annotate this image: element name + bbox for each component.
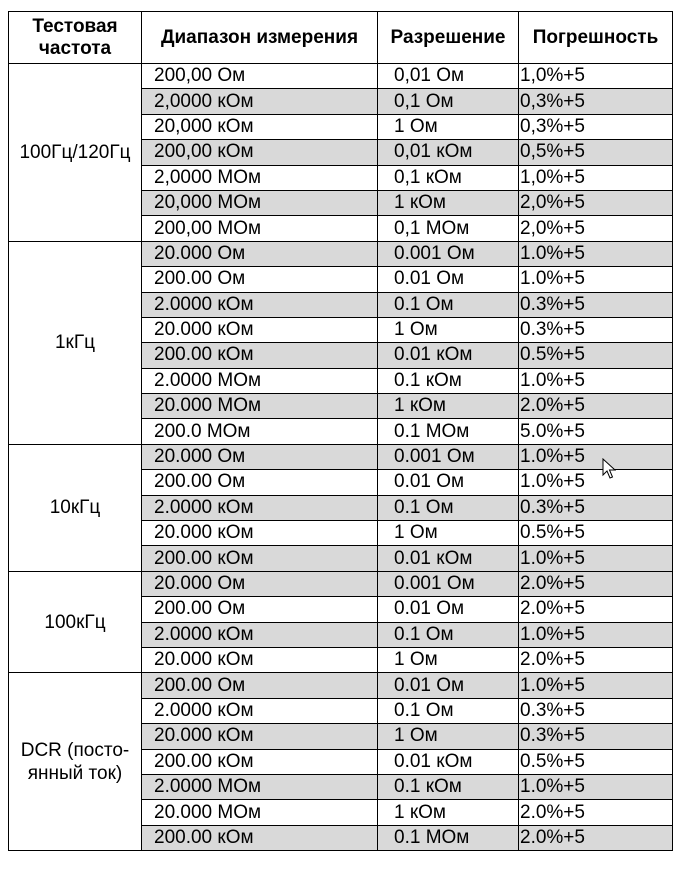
measurement-range-cell: 200.0 МОм xyxy=(142,419,378,444)
measurement-range-cell: 20,000 МОм xyxy=(142,190,378,215)
accuracy-cell: 0.3%+5 xyxy=(519,317,673,342)
test-frequency-label: 1кГц xyxy=(54,332,96,354)
header-test-frequency-line1: Тестовая xyxy=(32,15,118,37)
accuracy-cell: 1.0%+5 xyxy=(519,546,673,571)
resolution-cell: 0.1 МОм xyxy=(378,825,519,850)
accuracy-cell: 2.0%+5 xyxy=(519,597,673,622)
measurement-range-cell: 2.0000 кОм xyxy=(142,495,378,520)
resolution-cell: 1 кОм xyxy=(378,800,519,825)
resolution-cell: 1 Ом xyxy=(378,521,519,546)
measurement-range-cell: 2.0000 кОм xyxy=(142,698,378,723)
resolution-cell: 0,1 Ом xyxy=(378,89,519,114)
measurement-range-cell: 20.000 кОм xyxy=(142,724,378,749)
test-frequency-label: 100Гц/120Гц xyxy=(19,141,131,163)
accuracy-cell: 0.5%+5 xyxy=(519,343,673,368)
accuracy-cell: 0.5%+5 xyxy=(519,749,673,774)
accuracy-cell: 2,0%+5 xyxy=(519,190,673,215)
test-frequency-label: 10кГц xyxy=(49,497,101,519)
table-row xyxy=(9,444,673,469)
measurement-range-cell: 200.00 Ом xyxy=(142,597,378,622)
accuracy-cell: 1,0%+5 xyxy=(519,165,673,190)
resolution-cell: 0.1 Ом xyxy=(378,292,519,317)
table-row xyxy=(9,571,673,596)
accuracy-cell: 1.0%+5 xyxy=(519,368,673,393)
test-frequency-line: DCR (посто- xyxy=(20,739,130,761)
resolution-cell: 0.1 МОм xyxy=(378,419,519,444)
test-frequency-cell xyxy=(9,673,142,851)
resolution-cell: 0,1 МОм xyxy=(378,216,519,241)
resolution-cell: 0.001 Ом xyxy=(378,241,519,266)
resolution-cell: 0.01 кОм xyxy=(378,343,519,368)
measurement-range-cell: 20.000 Ом xyxy=(142,571,378,596)
accuracy-cell: 1.0%+5 xyxy=(519,622,673,647)
measurement-range-cell: 2.0000 кОм xyxy=(142,292,378,317)
measurement-range-cell: 20,000 кОм xyxy=(142,114,378,139)
accuracy-cell: 1.0%+5 xyxy=(519,241,673,266)
test-frequency-line: янный ток) xyxy=(27,762,123,784)
accuracy-cell: 0,3%+5 xyxy=(519,114,673,139)
accuracy-cell: 1.0%+5 xyxy=(519,267,673,292)
test-frequency-cell xyxy=(9,571,142,673)
test-frequency-cell xyxy=(9,241,142,444)
measurement-range-cell: 200.00 Ом xyxy=(142,470,378,495)
accuracy-cell: 0.3%+5 xyxy=(519,495,673,520)
measurement-range-cell: 2.0000 МОм xyxy=(142,774,378,799)
measurement-range-cell: 20.000 МОм xyxy=(142,394,378,419)
resolution-cell: 0.01 Ом xyxy=(378,470,519,495)
resolution-cell: 0.001 Ом xyxy=(378,571,519,596)
measurement-range-cell: 200,00 МОм xyxy=(142,216,378,241)
accuracy-cell: 0.3%+5 xyxy=(519,724,673,749)
measurement-range-cell: 20.000 кОм xyxy=(142,521,378,546)
measurement-range-cell: 200,00 кОм xyxy=(142,140,378,165)
measurement-range-cell: 20.000 кОм xyxy=(142,647,378,672)
measurement-range-cell: 2,0000 МОм xyxy=(142,165,378,190)
measurement-range-cell: 2.0000 МОм xyxy=(142,368,378,393)
accuracy-cell: 2.0%+5 xyxy=(519,800,673,825)
resolution-cell: 0,1 кОм xyxy=(378,165,519,190)
resolution-cell: 1 Ом xyxy=(378,647,519,672)
resolution-cell: 0.01 Ом xyxy=(378,597,519,622)
resolution-cell: 0.01 Ом xyxy=(378,673,519,698)
accuracy-cell: 0.5%+5 xyxy=(519,521,673,546)
measurement-range-cell: 20.000 Ом xyxy=(142,241,378,266)
resolution-cell: 0,01 Ом xyxy=(378,64,519,89)
header-accuracy: Погрешность xyxy=(519,12,673,64)
measurement-range-cell: 20.000 кОм xyxy=(142,317,378,342)
table-row xyxy=(9,673,673,698)
accuracy-cell: 2.0%+5 xyxy=(519,571,673,596)
test-frequency-label: 100кГц xyxy=(44,611,106,633)
measurement-range-cell: 200.00 кОм xyxy=(142,749,378,774)
resolution-cell: 0.1 Ом xyxy=(378,495,519,520)
measurement-range-cell: 200.00 кОм xyxy=(142,343,378,368)
accuracy-cell: 2.0%+5 xyxy=(519,647,673,672)
accuracy-cell: 2.0%+5 xyxy=(519,394,673,419)
resolution-cell: 0.01 кОм xyxy=(378,546,519,571)
header-measurement-range: Диапазон измерения xyxy=(142,12,378,64)
accuracy-cell: 1.0%+5 xyxy=(519,470,673,495)
measurement-range-cell: 2,0000 кОм xyxy=(142,89,378,114)
measurement-range-cell: 20.000 Ом xyxy=(142,444,378,469)
resolution-cell: 1 Ом xyxy=(378,724,519,749)
resolution-cell: 0,01 кОм xyxy=(378,140,519,165)
measurement-range-cell: 20.000 МОм xyxy=(142,800,378,825)
resolution-cell: 0.01 Ом xyxy=(378,267,519,292)
header-test-frequency xyxy=(9,12,142,64)
accuracy-cell: 1,0%+5 xyxy=(519,64,673,89)
measurement-range-cell: 200.00 Ом xyxy=(142,673,378,698)
resolution-cell: 0.1 кОм xyxy=(378,368,519,393)
table-row xyxy=(9,241,673,266)
test-frequency-cell xyxy=(9,444,142,571)
resolution-cell: 0.01 кОм xyxy=(378,749,519,774)
resolution-cell: 1 кОм xyxy=(378,394,519,419)
header-resolution: Разрешение xyxy=(378,12,519,64)
measurement-range-cell: 2.0000 кОм xyxy=(142,622,378,647)
table-row xyxy=(9,64,673,89)
measurement-range-cell: 200.00 Ом xyxy=(142,267,378,292)
accuracy-cell: 1.0%+5 xyxy=(519,444,673,469)
accuracy-cell: 0.3%+5 xyxy=(519,698,673,723)
measurement-range-cell: 200.00 кОм xyxy=(142,825,378,850)
measurement-range-cell: 200,00 Ом xyxy=(142,64,378,89)
test-frequency-cell xyxy=(9,64,142,242)
header-test-frequency-line2: частота xyxy=(38,37,112,59)
accuracy-cell: 2.0%+5 xyxy=(519,825,673,850)
accuracy-cell: 5.0%+5 xyxy=(519,419,673,444)
resolution-cell: 0.1 Ом xyxy=(378,698,519,723)
accuracy-cell: 0.3%+5 xyxy=(519,292,673,317)
accuracy-cell: 0,3%+5 xyxy=(519,89,673,114)
measurement-range-cell: 200.00 кОм xyxy=(142,546,378,571)
resistance-spec-table xyxy=(8,11,673,851)
resolution-cell: 0.1 кОм xyxy=(378,774,519,799)
resolution-cell: 0.1 Ом xyxy=(378,622,519,647)
resolution-cell: 1 Ом xyxy=(378,114,519,139)
mouse-pointer-icon xyxy=(602,458,616,480)
resolution-cell: 1 Ом xyxy=(378,317,519,342)
resolution-cell: 1 кОм xyxy=(378,190,519,215)
accuracy-cell: 1.0%+5 xyxy=(519,774,673,799)
header-row xyxy=(9,12,673,64)
resolution-cell: 0.001 Ом xyxy=(378,444,519,469)
accuracy-cell: 0,5%+5 xyxy=(519,140,673,165)
accuracy-cell: 1.0%+5 xyxy=(519,673,673,698)
accuracy-cell: 2,0%+5 xyxy=(519,216,673,241)
